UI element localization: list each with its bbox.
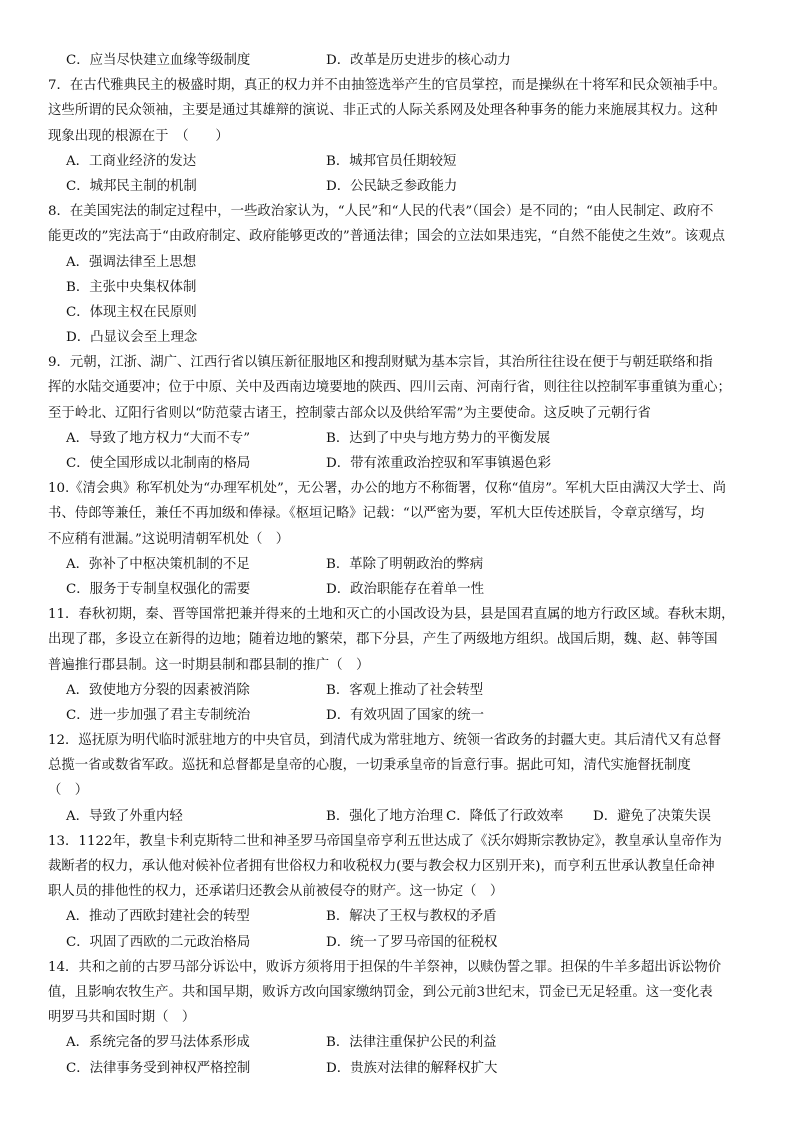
q13-option-b[interactable]: B．解决了王权与教权的矛盾	[326, 909, 497, 925]
q13-options-row-ab	[48, 904, 760, 929]
q10-option-a[interactable]: A．弥补了中枢决策机制的不足	[66, 556, 250, 572]
q7-option-a[interactable]: A．工商业经济的发达	[66, 153, 197, 169]
q6-option-d[interactable]: D．改革是历史进步的核心动力	[326, 53, 511, 68]
q7-stem-line-3: 现象出现的根源在于 （ ）	[48, 128, 229, 144]
q10-option-b[interactable]: B．革除了明朝政治的弊病	[326, 556, 484, 572]
q12-stem-line-2: 总揽一省或数省军政。巡抚和总督都是皇帝的心腹，一切秉承皇帝的旨意行事。据此可知，清代实施督抚制度	[48, 758, 691, 774]
q12-option-a[interactable]: A．导致了外重内轻	[66, 808, 183, 824]
q9-options-row-ab	[48, 426, 760, 451]
q7-options-row-ab	[48, 149, 760, 174]
q11-stem-line-1: 11．春秋初期，秦、晋等国常把兼并得来的土地和灭亡的小国改设为县，县是国君直属的地方行政区域。春秋末期，	[48, 607, 735, 623]
q11-option-c[interactable]: C．进一步加强了君主专制统治	[66, 707, 251, 723]
q10-stem-line-2: 书、侍郎等兼任，兼任不再加级和俸禄。《枢垣记略》记载：“以严密为要，军机大臣传述朕旨，令章京缮写，均	[48, 506, 705, 522]
exam-page	[48, 48, 760, 1081]
q9-options-row-cd	[48, 451, 760, 476]
q14-stem-line-2: 值，且影响农牧生产。共和国早期，败诉方改向国家缴纳罚金，到公元前3世纪末，罚金已无足轻重。这一变化表	[48, 984, 713, 1000]
q6-option-c[interactable]: C．应当尽快建立血缘等级制度	[66, 53, 251, 68]
q12-options-row	[48, 804, 760, 829]
q9-option-b[interactable]: B．达到了中央与地方势力的平衡发展	[326, 430, 551, 446]
q12-option-b[interactable]: B．强化了地方治理	[326, 808, 443, 824]
q9-option-d[interactable]: D．带有浓重政治控驭和军事镇遏色彩	[326, 456, 551, 471]
q13-stem-line-2: 裁断者的权力，承认他对候补位者拥有世俗权力和收税权力(要与教会权力区别开来)，而亨利五世承认教皇任命神	[48, 859, 715, 874]
q9-option-a[interactable]: A．导致了地方权力“大而不专”	[66, 430, 251, 446]
q14-stem-line-3: 明罗马共和国时期（ ）	[48, 1010, 196, 1026]
q9-stem-line-1: 9．元朝，江浙、湖广、江西行省以镇压新征服地区和搜刮财赋为基本宗旨，其治所往往设在便于与朝廷联络和指	[48, 355, 713, 371]
q7-stem-line-1: 7．在古代雅典民主的极盛时期，真正的权力并不由抽签选举产生的官员掌控，而是操纵在十将军和民众领袖手中。	[48, 78, 727, 94]
q14-option-c[interactable]: C．法律事务受到神权严格控制	[66, 1060, 251, 1076]
q10-stem-line-3: 不应稍有泄漏。”这说明清朝军机处（ ）	[48, 531, 290, 547]
q13-stem-line-3: 职人员的排他性的权力，还承诺归还教会从前被侵夺的财产。这一协定（ ）	[48, 884, 504, 900]
q13-option-a[interactable]: A．推动了西欧封建社会的转型	[66, 909, 250, 925]
q8-option-d[interactable]: D．凸显议会至上理念	[66, 330, 198, 346]
q10-option-c[interactable]: C．服务于专制皇权强化的需要	[66, 581, 251, 597]
q7-option-d[interactable]: D．公民缺乏参政能力	[326, 178, 458, 194]
q8-option-c[interactable]: C．体现主权在民原则	[66, 304, 197, 320]
q7-stem-line-2: 这些所谓的民众领袖，主要是通过其雄辩的演说、非正式的人际关系网及处理各种事务的能力来施展其权力。这种	[48, 103, 718, 119]
q11-stem-line-3: 普遍推行郡县制。这一时期县制和郡县制的推广（ ）	[48, 657, 370, 673]
q11-options-row-cd	[48, 703, 760, 728]
q10-options-row-ab	[48, 552, 760, 577]
q12-stem-line-1: 12．巡抚原为明代临时派驻地方的中央官员，到清代成为常驻地方、统领一省政务的封疆大吏。其后清代又有总督	[48, 733, 722, 749]
q8-option-a[interactable]: A．强调法律至上思想	[66, 254, 197, 270]
q14-options-row-ab	[48, 1030, 760, 1055]
q12-option-c[interactable]: C．降低了行政效率	[446, 808, 564, 824]
q13-options-row-cd	[48, 930, 760, 955]
q6-options-row-cd	[48, 48, 760, 73]
q14-option-d[interactable]: D．贵族对法律的解释权扩大	[326, 1060, 498, 1076]
q14-option-a[interactable]: A．系统完备的罗马法体系形成	[66, 1035, 250, 1051]
q7-option-b[interactable]: B．城邦官员任期较短	[326, 153, 457, 169]
q10-stem-line-1: 10.《清会典》称军机处为“办理军机处”，无公署，办公的地方不称衙署，仅称“值房”。军机大臣由满汉大学士、尚	[48, 481, 727, 497]
q7-option-c[interactable]: C．城邦民主制的机制	[66, 178, 197, 194]
q10-options-row-cd	[48, 577, 760, 602]
q8-option-b[interactable]: B．主张中央集权体制	[66, 279, 197, 295]
q11-option-a[interactable]: A．致使地方分裂的因素被消除	[66, 682, 250, 698]
q13-option-c[interactable]: C．巩固了西欧的二元政治格局	[66, 934, 251, 950]
q11-option-d[interactable]: D．有效巩固了国家的统一	[326, 707, 485, 723]
q14-options-row-cd	[48, 1056, 760, 1081]
q10-option-d[interactable]: D．政治职能存在着单一性	[326, 581, 485, 597]
q9-stem-line-3: 至于岭北、辽阳行省则以“防范蒙古诸王，控制蒙古部众以及供给军需”为主要使命。这反映了元朝行省	[48, 405, 651, 421]
q7-options-row-cd	[48, 174, 760, 199]
q8-stem-line-1: 8．在美国宪法的制定过程中，一些政治家认为，“人民”和“人民的代表”（国会）是不同的；“由人民制定、政府不	[48, 204, 714, 220]
q14-option-b[interactable]: B．法律注重保护公民的利益	[326, 1035, 497, 1051]
q12-stem-line-3: （ ）	[48, 783, 89, 799]
q8-stem-line-2: 能更改的”宪法高于“由政府制定、政府能够更改的”普通法律；国会的立法如果违宪，“自然不能使之生效”。该观点	[48, 229, 725, 245]
q11-stem-line-2: 出现了郡，多设立在新得的边地；随着边地的繁荣，郡下分县，产生了两级地方组织。战国后期，魏、赵、韩等国	[48, 632, 718, 648]
q9-option-c[interactable]: C．使全国形成以北制南的格局	[66, 456, 251, 471]
q14-stem-line-1: 14．共和之前的古罗马部分诉讼中，败诉方须将用于担保的牛羊祭神，以赎伪誓之罪。担保的牛羊多超出诉讼物价	[48, 959, 722, 975]
q13-option-d[interactable]: D．统一了罗马帝国的征税权	[326, 934, 498, 950]
q12-option-d[interactable]: D．避免了决策失误	[593, 808, 711, 824]
q13-stem-line-1: 13．1122年，教皇卡利克斯特二世和神圣罗马帝国皇帝亨利五世达成了《沃尔姆斯宗教协定》，教皇承认皇帝作为	[48, 833, 722, 849]
q9-stem-line-2: 挥的水陆交通要冲；位于中原、关中及西南边境要地的陕西、四川云南、河南行省，则往往以控制军事重镇为重心；	[48, 380, 731, 396]
q11-options-row-ab	[48, 678, 760, 703]
q11-option-b[interactable]: B．客观上推动了社会转型	[326, 682, 484, 698]
